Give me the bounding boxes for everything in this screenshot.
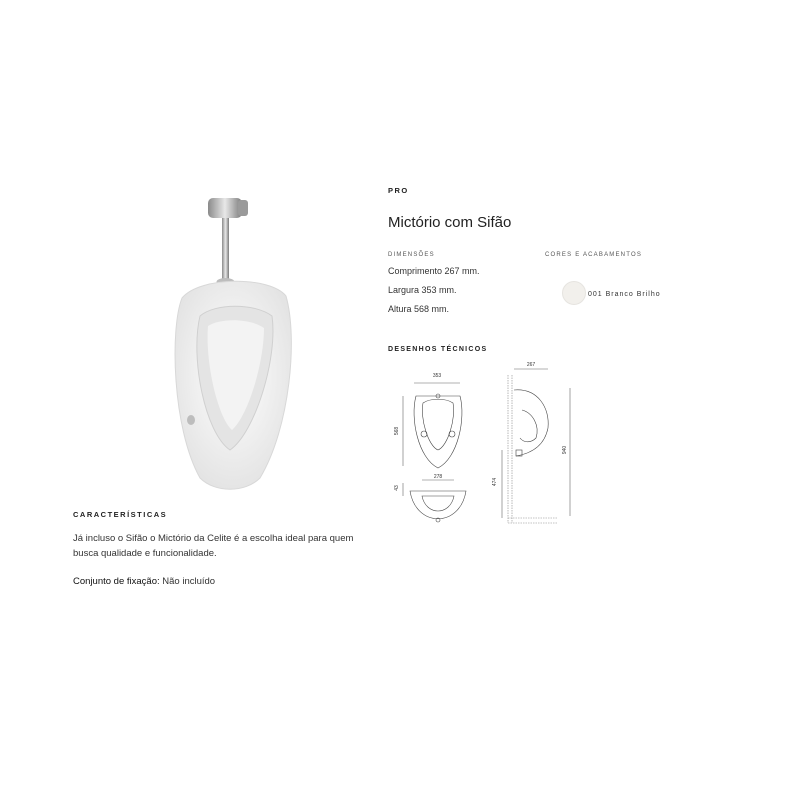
- product-title: Mictório com Sifão: [388, 214, 512, 231]
- flush-pipe: [222, 218, 229, 280]
- dimensions-label: DIMENSÕES: [388, 252, 435, 258]
- features-title: CARACTERÍSTICAS: [73, 510, 168, 519]
- features-text: Já incluso o Sifão o Mictório da Celite é a escolha ideal para quem busca qualidade e funcionalidade.: [73, 533, 354, 559]
- technical-drawings-title: DESENHOS TÉCNICOS: [388, 346, 488, 353]
- front-height-label: 568: [394, 426, 400, 436]
- fixing-kit-value: Não incluído: [162, 576, 216, 587]
- flush-valve: [208, 198, 242, 218]
- finish-name: 001 Branco Brilho: [588, 291, 661, 298]
- side-height-label: 940: [562, 445, 568, 455]
- top-view: [394, 474, 466, 522]
- fixing-kit-line: [73, 576, 215, 587]
- dimension-width: Largura 353 mm.: [388, 285, 457, 295]
- front-view: [394, 373, 462, 468]
- dimension-length: Comprimento 267 mm.: [388, 266, 480, 276]
- front-width-label: 353: [432, 373, 442, 379]
- product-image: [160, 188, 320, 498]
- top-width-label: 278: [433, 474, 443, 480]
- side-view: [492, 362, 570, 523]
- colors-label: CORES E ACABAMENTOS: [545, 252, 643, 258]
- technical-drawing: [388, 358, 588, 538]
- fixing-hole: [187, 415, 195, 425]
- side-mount-label: 474: [492, 477, 498, 487]
- fixing-kit-label: Conjunto de fixação:: [73, 576, 160, 587]
- top-depth-label: 43: [394, 485, 400, 491]
- product-series: PRO: [388, 186, 409, 195]
- side-depth-label: 267: [526, 362, 536, 368]
- color-swatch[interactable]: [562, 281, 586, 305]
- dimension-height: Altura 568 mm.: [388, 304, 450, 314]
